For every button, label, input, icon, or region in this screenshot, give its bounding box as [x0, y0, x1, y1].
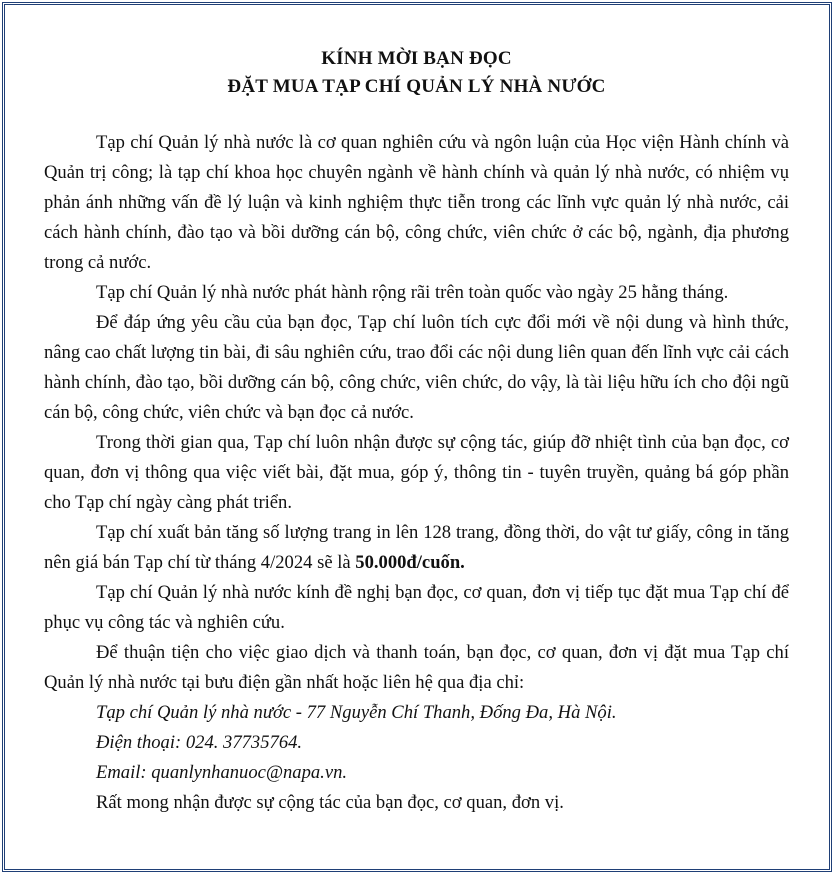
notice-content: [5, 5, 829, 869]
notice-body: [44, 128, 789, 818]
paragraph-cooperation: Trong thời gian qua, Tạp chí luôn nhận được sự cộng tác, giúp đỡ nhiệt tình của bạn đọc, cơ quan, đơn vị thông qua việc viết bài, đặt mua, góp ý, thông tin - tuyên truyền, quảng bá góp phần cho Tạp chí ngày càng phát triển.: [44, 432, 789, 513]
price-sentence: Tạp chí xuất bản tăng số lượng trang in lên 128 trang, đồng thời, do vật tư giấy, công in tăng nên giá bán Tạp chí từ tháng 4/2024 sẽ là: [44, 522, 789, 573]
paragraph-ordering: Để thuận tiện cho việc giao dịch và thanh toán, bạn đọc, cơ quan, đơn vị đặt mua Tạp chí Quản lý nhà nước tại bưu điện gần nhất hoặc liên hệ qua địa chỉ:: [44, 642, 789, 693]
price-value: 50.000đ/cuốn.: [355, 552, 465, 573]
notice-frame: [2, 2, 832, 872]
closing-line: Rất mong nhận được sự cộng tác của bạn đọc, cơ quan, đơn vị.: [96, 792, 564, 813]
paragraph-distribution: Tạp chí Quản lý nhà nước phát hành rộng rãi trên toàn quốc vào ngày 25 hằng tháng.: [96, 282, 729, 303]
contact-email: Email: quanlynhanuoc@napa.vn.: [96, 762, 348, 783]
contact-phone: Điện thoại: 024. 37735764.: [96, 732, 303, 753]
title-line-1: KÍNH MỜI BẠN ĐỌC: [321, 48, 512, 69]
contact-address: Tạp chí Quản lý nhà nước - 77 Nguyễn Chí Thanh, Đống Đa, Hà Nội.: [96, 702, 617, 723]
paragraph-price: [44, 518, 789, 578]
paragraph-intro: Tạp chí Quản lý nhà nước là cơ quan nghiên cứu và ngôn luận của Học viện Hành chính và Quản trị công; là tạp chí khoa học chuyên ngành về hành chính và quản lý nhà nước, có nhiệm vụ phản ánh những vấn đề lý luận và kinh nghiệm thực tiễn trong các lĩnh vực quản lý nhà nước, cải cách hành chính, đào tạo và bồi dưỡng cán bộ, công chức, viên chức ở các bộ, ngành, địa phương trong cả nước.: [44, 132, 789, 273]
notice-title: [44, 45, 789, 101]
paragraph-innovation: Để đáp ứng yêu cầu của bạn đọc, Tạp chí luôn tích cực đổi mới về nội dung và hình thức, nâng cao chất lượng tin bài, đi sâu nghiên cứu, trao đổi các nội dung liên quan đến lĩnh vực cải cách hành chính, đào tạo, bồi dưỡng cán bộ, công chức, viên chức, do vậy, là tài liệu hữu ích cho đội ngũ cán bộ, công chức, viên chức và bạn đọc cả nước.: [44, 312, 789, 423]
paragraph-request: Tạp chí Quản lý nhà nước kính đề nghị bạn đọc, cơ quan, đơn vị tiếp tục đặt mua Tạp chí để phục vụ công tác và nghiên cứu.: [44, 582, 789, 633]
title-line-2: ĐẶT MUA TẠP CHÍ QUẢN LÝ NHÀ NƯỚC: [227, 76, 606, 97]
